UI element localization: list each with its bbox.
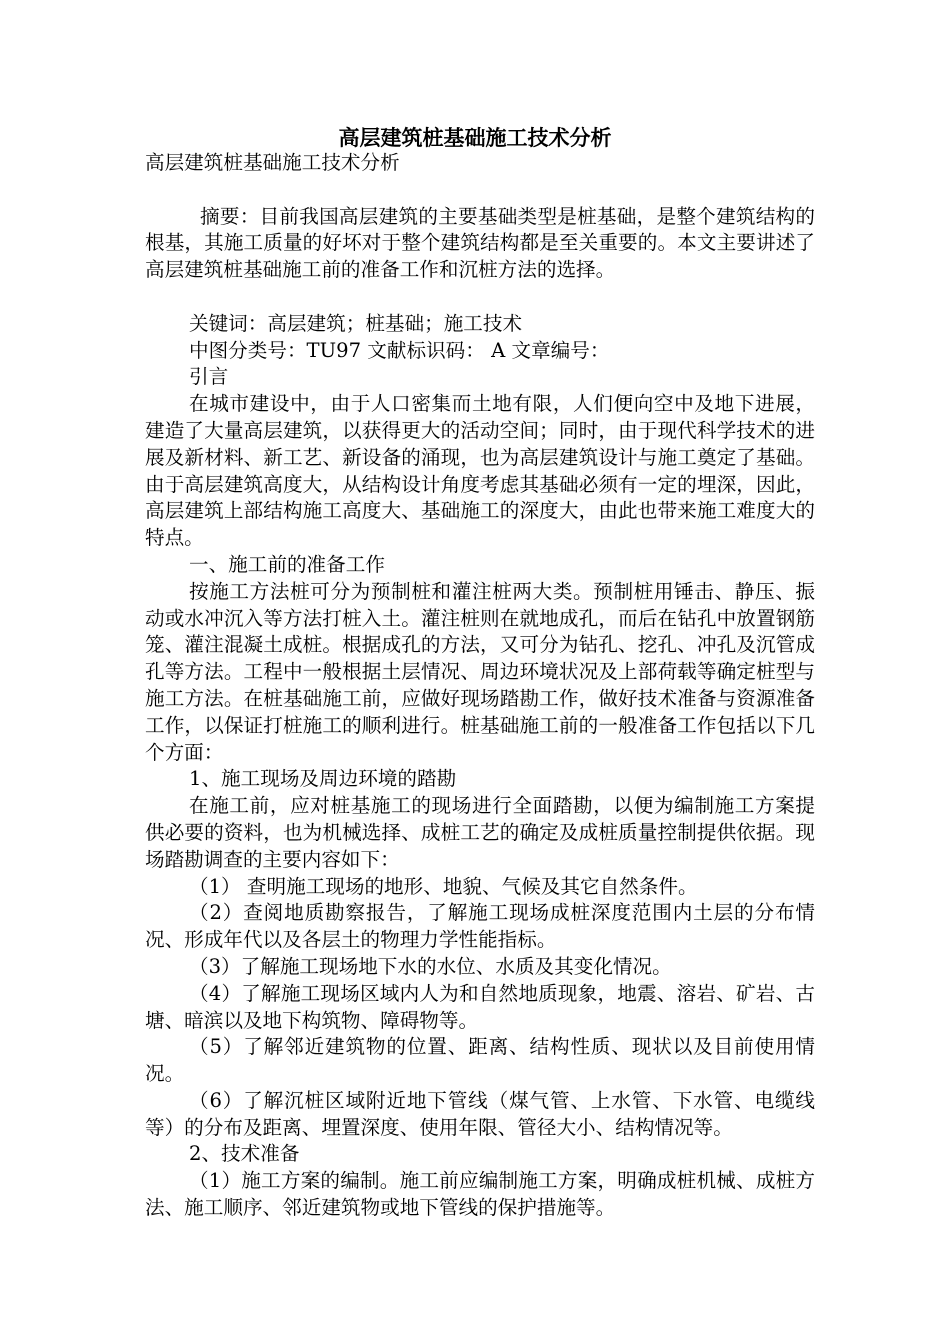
subsection1-heading: 1、施工现场及周边环境的踏勘 — [189, 767, 457, 791]
abstract-paragraph: 摘要：目前我国高层建筑的主要基础类型是桩基础，是整个建筑结构的根基，其施工质量的好坏对于整个建筑结构都是至关重要的。本文主要讲述了高层建筑桩基础施工前的准备工作和沉桩方法的选择。 — [145, 204, 815, 282]
document-body — [145, 150, 815, 1222]
list-item: （4）了解施工现场区域内人为和自然地质现象，地震、溶岩、矿岩、古塘、暗滨以及地下构筑物、障碍物等。 — [145, 981, 815, 1032]
list-item: （3）了解施工现场地下水的水位、水质及其变化情况。 — [189, 954, 672, 978]
document-title: 高层建筑桩基础施工技术分析 — [338, 126, 612, 150]
spacer — [145, 177, 815, 204]
intro-paragraph: 在城市建设中，由于人口密集而土地有限，人们便向空中及地下进展，建造了大量高层建筑，以获得更大的活动空间；同时，由于现代科学技术的进展及新材料、新工艺、新设备的涌现，也为高层建筑设计与施工奠定了基础。由于高层建筑高度大，从结构设计角度考虑其基础必须有一定的埋深，因此，高层建筑上部结构施工高度大、基础施工的深度大，由此也带来施工难度大的特点。 — [145, 392, 815, 550]
keywords-line: 关键词：高层建筑；桩基础；施工技术 — [189, 311, 523, 335]
section1-heading: 一、施工前的准备工作 — [189, 552, 385, 576]
list-item: （2）查阅地质勘察报告，了解施工现场成桩深度范围内土层的分布情况、形成年代以及各层土的物理力学性能指标。 — [145, 901, 815, 952]
document-subtitle: 高层建筑桩基础施工技术分析 — [145, 151, 400, 174]
subsection2-heading: 2、技术准备 — [189, 1142, 300, 1166]
list-item: （5）了解邻近建筑物的位置、距离、结构性质、现状以及目前使用情况。 — [145, 1035, 815, 1086]
subsection1-paragraph: 在施工前，应对桩基施工的现场进行全面踏勘，以便为编制施工方案提供必要的资料，也为机械选择、成桩工艺的确定及成桩质量控制提供依据。现场踏勘调查的主要内容如下： — [145, 794, 815, 871]
list-item: （1） 查明施工现场的地形、地貌、气候及其它自然条件。 — [189, 874, 698, 898]
list-item: （1）施工方案的编制。施工前应编制施工方案，明确成桩机械、成桩方法、施工顺序、邻近建筑物或地下管线的保护措施等。 — [145, 1169, 815, 1220]
spacer — [145, 284, 815, 311]
intro-heading: 引言 — [189, 365, 229, 389]
section1-paragraph: 按施工方法桩可分为预制桩和灌注桩两大类。预制桩用锤击、静压、振动或水冲沉入等方法打桩入土。灌注桩则在就地成孔，而后在钻孔中放置钢筋笼、灌注混凝土成桩。根据成孔的方法，又可分为钻孔、挖孔、冲孔及沉管成孔等方法。工程中一般根据土层情况、周边环境状况及上部荷载等确定桩型与施工方法。在桩基础施工前，应做好现场踏勘工作，做好技术准备与资源准备工作，以保证打桩施工的顺利进行。桩基础施工前的一般准备工作包括以下几个方面： — [145, 579, 815, 764]
classification-line: 中图分类号：TU97 文献标识码： A 文章编号： — [189, 338, 610, 362]
list-item: （6）了解沉桩区域附近地下管线（煤气管、上水管、下水管、电缆线等）的分布及距离、埋置深度、使用年限、管径大小、结构情况等。 — [145, 1088, 815, 1139]
